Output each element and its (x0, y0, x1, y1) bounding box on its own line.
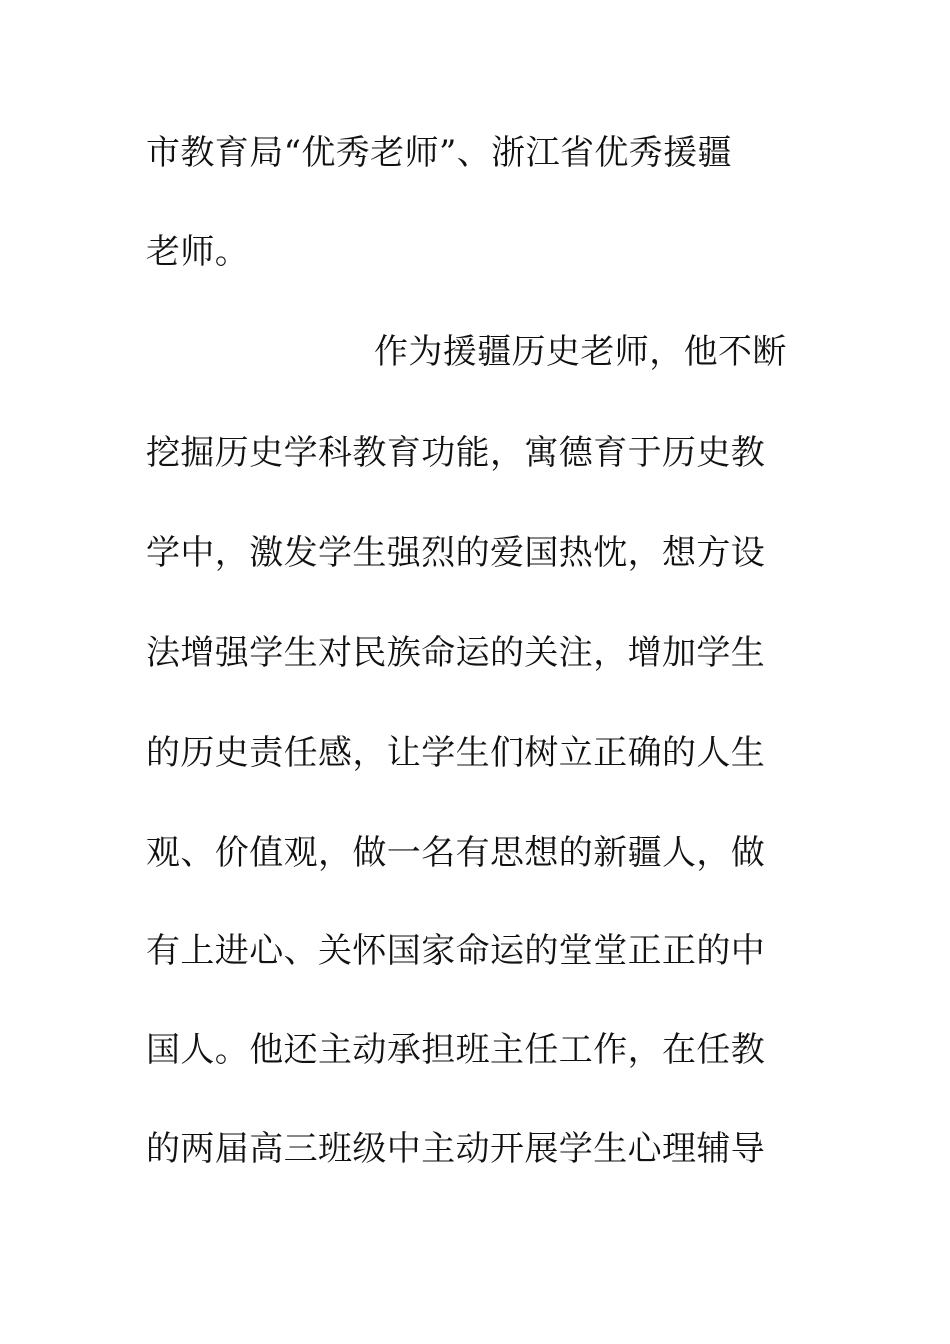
paragraph-line-2: 老师。 (146, 232, 250, 272)
paragraph-line-11: 的两届高三班级中主动开展学生心理辅导 (146, 1129, 766, 1169)
paragraph-line-6: 法增强学生对民族命运的关注，增加学生 (146, 633, 766, 673)
paragraph-line-10: 国人。他还主动承担班主任工作，在任教 (146, 1030, 766, 1070)
paragraph-line-3: 作为援疆历史老师，他不断 (374, 332, 787, 372)
paragraph-line-8: 观、价值观，做一名有思想的新疆人，做 (146, 833, 766, 873)
paragraph-line-7: 的历史责任感，让学生们树立正确的人生 (146, 733, 766, 773)
paragraph-line-1: 市教育局“优秀老师”、浙江省优秀援疆 (146, 133, 732, 173)
paragraph-line-5: 学中，激发学生强烈的爱国热忱，想方设 (146, 533, 766, 573)
paragraph-line-9: 有上进心、关怀国家命运的堂堂正正的中 (146, 931, 766, 971)
paragraph-line-4: 挖掘历史学科教育功能，寓德育于历史教 (146, 433, 766, 473)
